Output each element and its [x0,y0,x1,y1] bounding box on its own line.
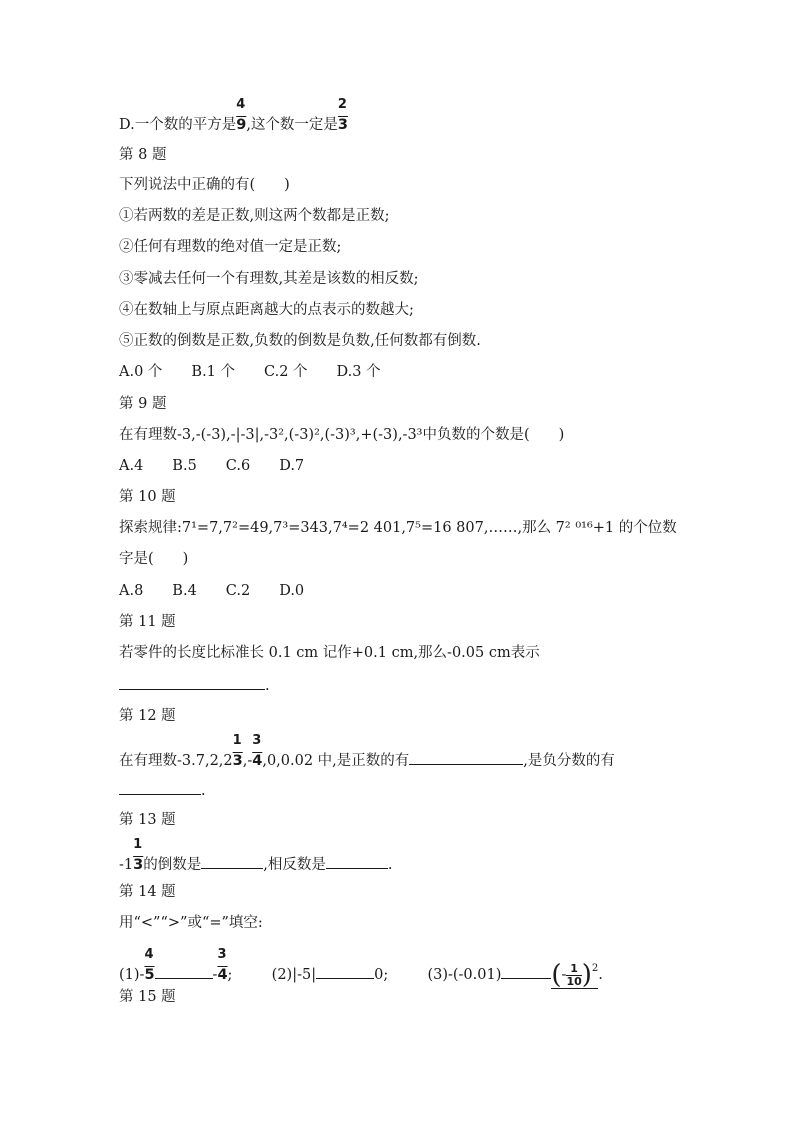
exponent: 2 [591,963,599,974]
q7d-mid: ,这个数一定是 [246,117,338,133]
q11-answer-blank[interactable] [119,675,265,690]
q10-stem-line2: 字是( ) [119,551,189,567]
q14-part2-blank[interactable] [316,964,374,979]
q9-options: A.4 B.5 C.6 D.7 [119,458,305,474]
q14-part1-mid: - [212,967,218,983]
q8-stem: 下列说法中正确的有( ) [119,177,290,193]
q11-title: 第 11 题 [119,614,176,630]
fraction [144,947,155,984]
fraction-numerator: 1 [133,837,143,852]
period: . [387,857,393,873]
q12-negative-fraction-blank[interactable] [119,780,201,795]
q12-answer-line [119,780,206,800]
fraction [566,963,581,988]
fraction-numerator: 1 [232,733,242,748]
fraction-denominator: 9 [236,117,247,133]
fraction-denominator: 5 [144,967,155,983]
fraction-denominator: 4 [217,967,228,983]
q12-mid: ,是负分数的有 [523,753,615,769]
q13-reciprocal-blank[interactable] [201,854,263,869]
q8-statement-3: ③零减去任何一个有理数,其差是该数的相反数; [119,271,419,287]
fraction-numerator: 2 [337,97,347,112]
q12-title: 第 12 题 [119,708,176,724]
fraction [232,733,243,770]
q13-opposite-label: ,相反数是 [263,857,326,873]
right-paren: ) [581,960,592,990]
fraction-numerator: 3 [217,947,227,962]
fraction-numerator: 4 [144,947,154,962]
period: . [265,678,270,694]
q14-parts [119,947,603,990]
q13-title: 第 13 题 [119,812,176,828]
q8-statement-2: ②任何有理数的绝对值一定是正数; [119,239,342,255]
fraction-numerator: 4 [236,97,246,112]
q9-title: 第 9 题 [119,396,167,412]
q12-pre: 在有理数-3.7,2,2 [119,753,233,769]
fraction-denominator: 10 [566,974,582,988]
q10-title: 第 10 题 [119,489,176,505]
fraction [236,97,247,134]
q14-part2-end: 0; [374,967,389,983]
q10-stem-line1: 探索规律:7¹=7,7²=49,7³=343,7⁴=2 401,7⁵=16 807,……,那么 7² ⁰¹⁶+1 的个位数 [119,520,677,536]
q8-statement-4: ④在数轴上与原点距离越大的点表示的数越大; [119,302,414,318]
q8-statement-5: ⑤正数的倒数是正数,负数的倒数是负数,任何数都有倒数. [119,333,481,349]
q8-options: A.0 个 B.1 个 C.2 个 D.3 个 [119,364,381,380]
q9-stem: 在有理数-3,-(-3),-|-3|,-3²,(-3)²,(-3)³,+(-3),-3³中负数的个数是( ) [119,427,565,443]
q7-option-d [119,97,349,134]
q7d-prefix: D.一个数的平方是 [119,117,237,133]
q8-title: 第 8 题 [119,147,167,163]
fraction [252,733,263,770]
q14-part3-pre: (3)-(-0.01) [427,967,502,983]
q14-part3-sign: - [561,967,567,983]
q13-reciprocal-label: 的倒数是 [143,857,202,873]
q11-stem: 若零件的长度比标准长 0.1 cm 记作+0.1 cm,那么-0.05 cm表示 [119,645,540,661]
fraction-numerator: 1 [566,963,581,976]
fraction [133,837,144,874]
q12-post: ,0,0.02 中,是正数的有 [262,753,410,769]
q12-positive-blank[interactable] [409,750,523,765]
fraction-denominator: 3 [232,753,243,769]
fraction-denominator: 3 [337,117,349,133]
fraction-denominator: 3 [133,857,144,873]
q14-part1-end: ; [227,967,233,983]
left-paren: ( [551,960,562,990]
fraction [337,97,349,134]
q13-pre: -1 [119,857,134,873]
fraction-numerator: 3 [252,733,262,748]
q14-part1-pre: (1)- [119,967,145,983]
period: . [201,783,206,799]
q8-statement-1: ①若两数的差是正数,则这两个数都是正数; [119,208,390,224]
q14-part3-expression [551,960,598,989]
q15-title: 第 15 题 [119,989,176,1005]
period: . [598,967,603,983]
fraction-denominator: 4 [252,753,263,769]
q11-answer-line [119,675,270,695]
q14-stem: 用“<”“>”或“=”填空: [119,915,263,931]
fraction [217,947,228,984]
q14-part1-blank[interactable] [155,964,213,979]
q14-title: 第 14 题 [119,884,176,900]
q10-options: A.8 B.4 C.2 D.0 [119,583,305,599]
q12-sep: ,- [242,753,253,769]
q14-part3-blank[interactable] [501,964,551,979]
q14-part2-pre: (2)|-5| [271,967,317,983]
q12-stem [119,733,615,770]
q13-opposite-blank[interactable] [326,854,388,869]
q13-stem [119,837,393,874]
